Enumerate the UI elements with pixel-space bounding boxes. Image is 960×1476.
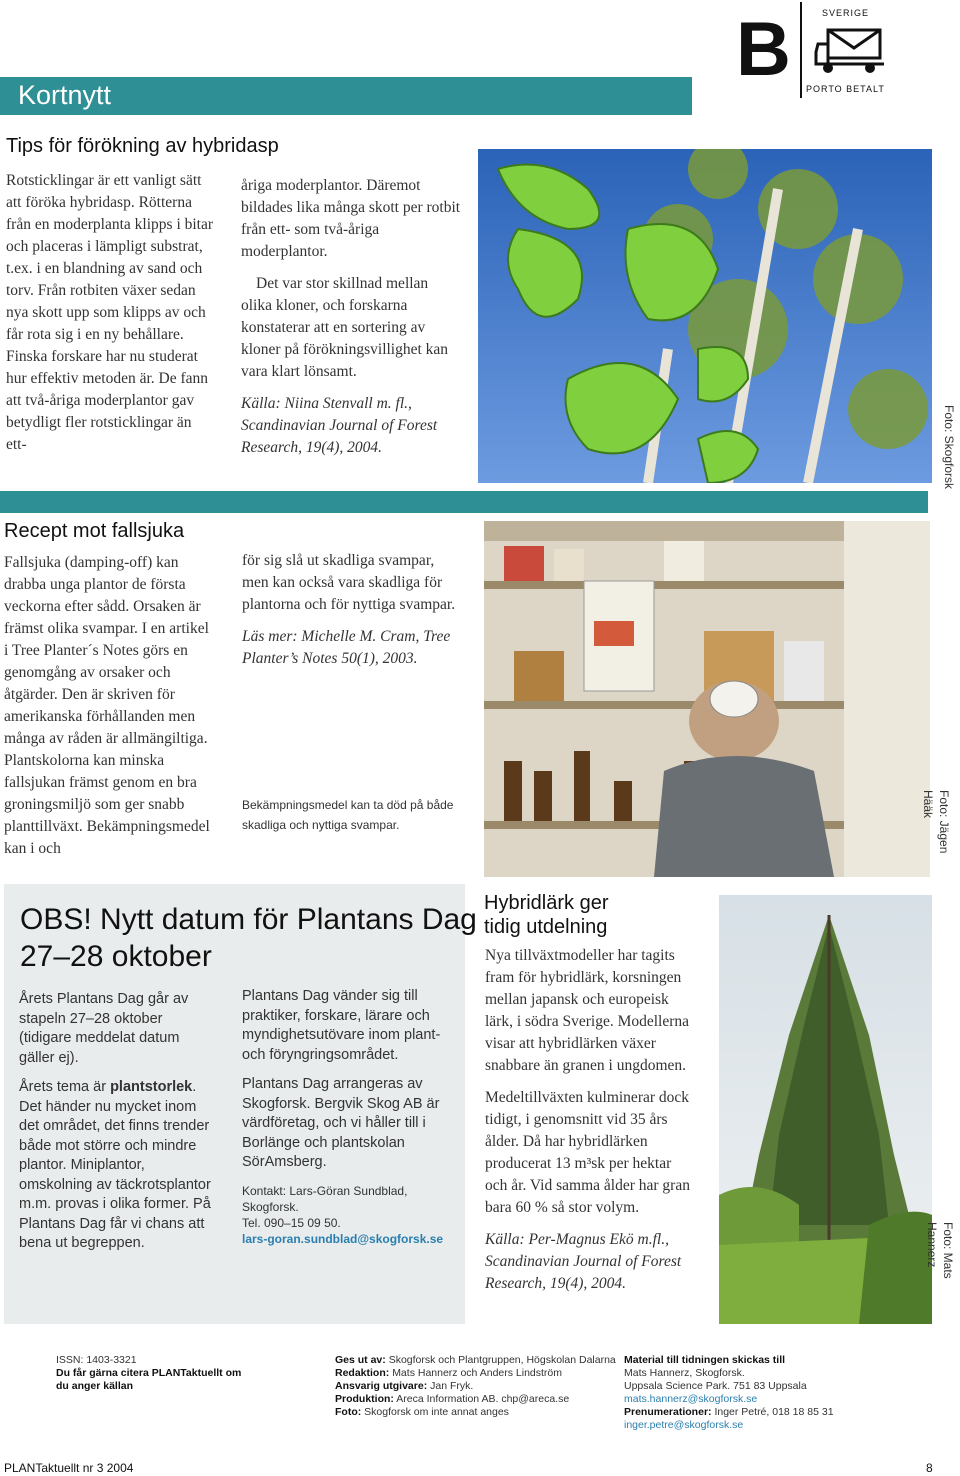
larch-tree-photo xyxy=(719,895,932,1324)
footer-subscribers-label: Prenumerationer: xyxy=(624,1406,712,1418)
footer-publisher-label: Ges ut av: xyxy=(335,1354,386,1366)
footer-responsible-label: Ansvarig utgivare: xyxy=(335,1380,428,1392)
article2-photo-credit: Foto: Jägen Hääk xyxy=(921,790,951,854)
footer-material-label: Material till tidningen skickas till xyxy=(624,1354,786,1366)
article1-col2-p1: åriga moderplantor. Däremot bildades lika många skott per rotbit från ett- som två-åriga moderplantor. xyxy=(241,177,461,260)
footer-editors: Mats Hannerz och Anders Lindström xyxy=(392,1367,563,1379)
article1-photo-credit: Foto: Skogforsk xyxy=(942,405,956,490)
section-title: Kortnytt xyxy=(18,80,112,110)
article2-col2-p1: för sig slå ut skadliga svampar, men kan också vara skadliga för plantorna och för nyttiga svampar. xyxy=(242,552,456,613)
footer-cite: Du får gärna citera PLANTaktuellt om du anger källan xyxy=(56,1367,242,1392)
footer-col3 xyxy=(624,1354,924,1432)
footer-responsible: Jan Fryk. xyxy=(430,1380,474,1392)
article3-photo-credit: Foto: Mats Hannerz xyxy=(925,1222,955,1279)
page-number: 8 xyxy=(926,1461,933,1475)
footer-issn: ISSN: 1403-3321 xyxy=(56,1354,137,1366)
logo-country: SVERIGE xyxy=(822,8,870,18)
obs-col1-p2: Årets tema är plantstorlek. Det händer nu mycket inom det området, det finns trender både mot större och mindre plantor. Miniplantor, omskolning av täckrotsplantor m.m. provas i olika former. På Plantans Dag får vi chans att bena ut begreppen. xyxy=(19,1079,211,1251)
article1-col1: Rotsticklingar är ett vanligt sätt att föröka hybridasp. Rötterna från en moderplanta klipps i bitar och placeras i lämpligt substrat, t.ex. i en blandning av sand och torv. Från rotbiten växer sedan nya skott upp som klipps av och får rota sig i en ny behållare. Finska forskare har nu studerat hur effektiv metoden är. De fann att två-åriga moderplantor gav betydligt fler rotsticklingar än ett- xyxy=(6,172,214,453)
obs-title-line2: 27–28 oktober xyxy=(20,940,212,973)
section-divider xyxy=(0,491,928,513)
obs-title-line1: OBS! Nytt datum för Plantans Dag xyxy=(20,903,477,936)
article2-caption: Bekämpningsmedel kan ta död på både skadliga och nyttiga svampar. xyxy=(242,798,454,832)
obs-tel: Tel. 090–15 09 50. xyxy=(242,1215,341,1230)
article3-p1: Nya tillväxtmodeller har tagits fram för hybridlärk, korsningen mellan japansk och europeisk lärk, i södra Sverige. Modellerna visar att hybridlärken växer snabbare än granen i ungdomen. xyxy=(485,947,690,1074)
footer-production: Areca Information AB. chp@areca.se xyxy=(396,1393,570,1405)
logo-letter: B xyxy=(736,7,791,92)
footer-material-name: Mats Hannerz, Skogforsk. xyxy=(624,1367,745,1379)
footer-editors-label: Redaktion: xyxy=(335,1367,390,1379)
aspen-leaves-photo xyxy=(478,149,932,483)
article1-source: Källa: Niina Stenvall m. fl., Scandinavian Journal of Forest Research, 19(4), 2004. xyxy=(241,395,438,456)
obs-col1 xyxy=(19,990,215,1264)
article2-source: Läs mer: Michelle M. Cram, Tree Planter’s Notes 50(1), 2003. xyxy=(242,628,451,667)
footer-col2 xyxy=(335,1354,625,1419)
article3-title-line2: tidig utdelning xyxy=(484,916,608,938)
logo-stamp-text: PORTO BETALT xyxy=(806,84,885,94)
footer-material-email[interactable]: mats.hannerz@skogforsk.se xyxy=(624,1393,758,1405)
logo-vertical-line xyxy=(800,2,802,98)
footer-production-label: Produktion: xyxy=(335,1393,394,1405)
article2-title: Recept mot fallsjuka xyxy=(4,520,185,542)
article2-col1: Fallsjuka (damping-off) kan drabba unga plantor de första veckorna efter sådd. Orsaken är främst olika svampar. I en artikel i Tree Planter´s Notes görs en genomgång av orsaker och åtgärder. Den är skriven för amerikanska förhållanden men många av råden är allmängiltiga. Plantskolorna kan minska fallsjukan främst genom en bra groningsmiljö som ger snabb planttillväxt. Bekämpningsmedel kan i och xyxy=(4,554,210,857)
article1-title: Tips för förökning av hybridasp xyxy=(6,135,279,157)
footer-photo-label: Foto: xyxy=(335,1406,362,1418)
postage-logo xyxy=(736,2,936,98)
article1-col2 xyxy=(241,175,463,469)
footer-material-address: Uppsala Science Park. 751 83 Uppsala xyxy=(624,1380,807,1392)
footer-publisher: Skogforsk och Plantgruppen, Högskolan Dalarna xyxy=(388,1354,616,1366)
article3-title-line1: Hybridlärk ger xyxy=(484,892,609,914)
footer-subscribers-email[interactable]: inger.petre@skogforsk.se xyxy=(624,1419,744,1431)
obs-contact: Kontakt: Lars-Göran Sundblad, Skogforsk. xyxy=(242,1183,408,1214)
article3-p2: Medeltillväxten kulminerar dock tidigt, i genomsnitt vid 35 års ålder. Då har hybridlärken producerat 13 m³sk per hektar och år. Vid samma ålder har gran bara 60 % så stor volym. xyxy=(485,1089,690,1216)
obs-col2-p1: Plantans Dag vänder sig till praktiker, forskare, lärare och myndighetsutövare inom plant- och föryngringsområdet. xyxy=(242,988,441,1063)
issue-label: PLANTaktuellt nr 3 2004 xyxy=(4,1461,134,1475)
post-truck-icon xyxy=(814,24,890,76)
obs-col2 xyxy=(242,987,452,1247)
obs-col2-p2: Plantans Dag arrangeras av Skogforsk. Bergvik Skog AB är värdföretag, och vi håller till i Borlänge och plantskolan SörAmsberg. xyxy=(242,1076,440,1170)
article2-col2 xyxy=(242,550,464,680)
article3-source: Källa: Per-Magnus Ekö m.fl., Scandinavian Journal of Forest Research, 19(4), 2004. xyxy=(485,1231,682,1292)
article3-text xyxy=(485,945,695,1305)
obs-col1-p1: Årets Plantans Dag går av stapeln 27–28 oktober (tidigare meddelat datum gäller ej). xyxy=(19,991,189,1066)
footer-photo: Skogforsk om inte annat anges xyxy=(364,1406,509,1418)
footer-subscribers: Inger Petré, 018 18 85 31 xyxy=(714,1406,834,1418)
footer-col1 xyxy=(56,1354,256,1393)
storage-shelf-photo xyxy=(484,521,930,877)
obs-email-link[interactable]: lars-goran.sundblad@skogforsk.se xyxy=(242,1231,444,1246)
article1-col2-p2: Det var stor skillnad mellan olika kloner, och forskarna konstaterar att en sortering av kloner på förökningsvillighet kan vara klart lönsamt. xyxy=(241,275,449,380)
